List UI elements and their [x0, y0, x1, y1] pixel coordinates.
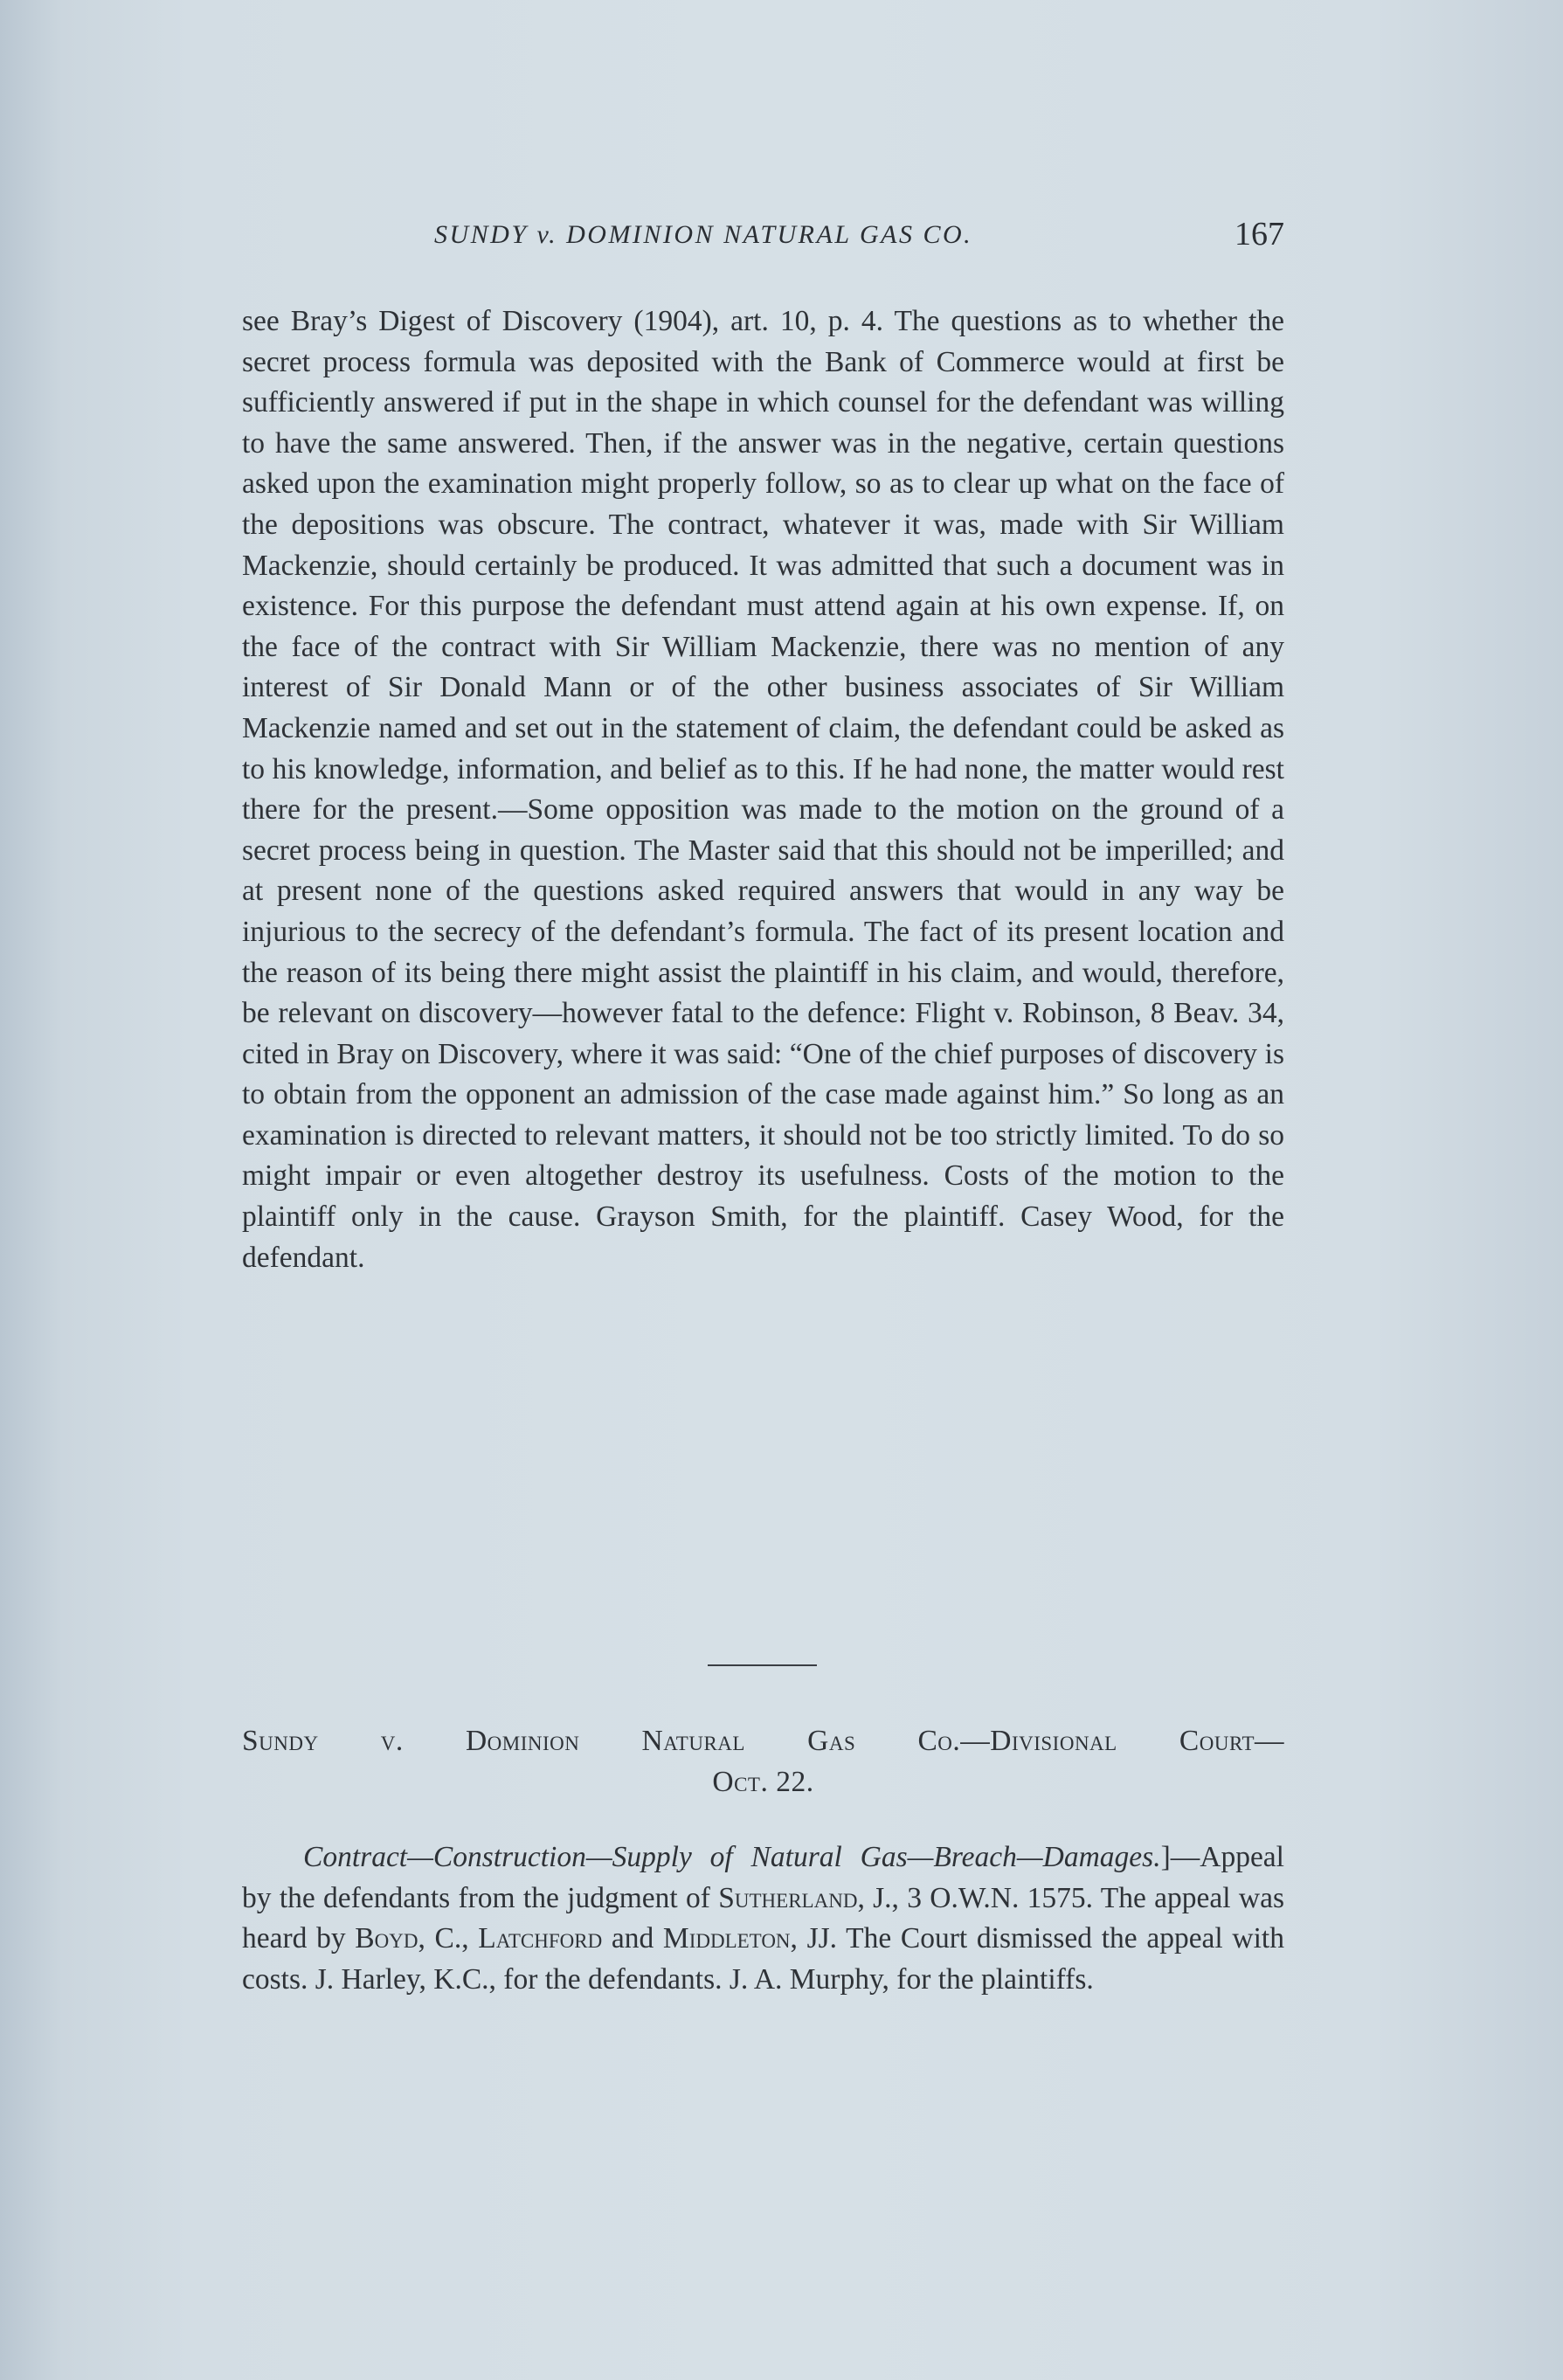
- body-paragraph: see Bray’s Digest of Discovery (1904), art. 10, p. 4. The questions as to whether the secret process formula was deposited with the Bank of Commerce would at first be sufficiently answered if put in the shape in which counsel for the defendant was willing to have the same answered. Then, if the answer was in the negative, certain questions asked upon the examination might properly follow, so as to clear up what on the face of the depositions was obscure. The contract, whatever it was, made with Sir William Mackenzie, should certainly be produced. It was admitted that such a document was in existence. For this purpose the defendant must attend again at his own expense. If, on the face of the contract with Sir William Mackenzie, there was no mention of any interest of Sir Donald Mann or of the other business associates of Sir William Mackenzie named and set out in the statement of claim, the defendant could be asked as to his knowledge, information, and belief as to this. If he had none, the matter would rest there for the present.—Some opposition was made to the motion on the ground of a secret process being in question. The Master said that this should not be imperilled; and at present none of the questions asked required answers that would in any way be injurious to the secrecy of the defendant’s formula. The fact of its present location and the reason of its being there might assist the plaintiff in his claim, and would, therefore, be relevant on discovery—however fatal to the defence: Flight v. Robinson, 8 Beav. 34, cited in Bray on Discovery, where it was said: “One of the chief purposes of discovery is to obtain from the opponent an admission of the case made against him.” So long as an examination is directed to relevant matters, it should not be too strictly limited. To do so might impair or even altogether destroy its usefulness. Costs of the motion to the plaintiff only in the cause. Grayson Smith, for the plaintiff. Casey Wood, for the defendant.: [242, 305, 1284, 1274]
- case-text-2: , J., 3 O.W.N. 1575. The appeal was heard by: [242, 1881, 1284, 1955]
- case-text-1: ]—Appeal by the defendants from the judgment of: [242, 1841, 1284, 1914]
- judge-name: Latchford: [478, 1922, 603, 1955]
- case-heading-date: Oct. 22.: [712, 1765, 814, 1798]
- case-summary: [242, 1837, 1284, 2000]
- page-number: 167: [1234, 216, 1284, 253]
- section-divider: [708, 1664, 817, 1666]
- case-catchwords: Contract—Construction—Supply of Natural Gas—Breach—Damages.: [303, 1841, 1161, 1873]
- case-text-5: , JJ. The Court dismissed the appeal with costs. J. Harley, K.C., for the defendants. J. A. Murphy, for the plaintiffs.: [242, 1922, 1284, 1996]
- running-title: SUNDY v. DOMINION NATURAL GAS CO.: [434, 220, 973, 249]
- case-heading: [242, 1721, 1284, 1802]
- judge-name: Sutherland: [718, 1881, 858, 1914]
- judge-name: Boyd: [355, 1922, 418, 1955]
- case-text-3: , C.,: [418, 1922, 479, 1955]
- case-text-4: and: [602, 1922, 663, 1955]
- case-heading-line-1: Sundy v. Dominion Natural Gas Co.—Divisional Court—: [242, 1725, 1284, 1757]
- judge-name: Middleton: [662, 1922, 791, 1955]
- running-head: [242, 216, 1284, 264]
